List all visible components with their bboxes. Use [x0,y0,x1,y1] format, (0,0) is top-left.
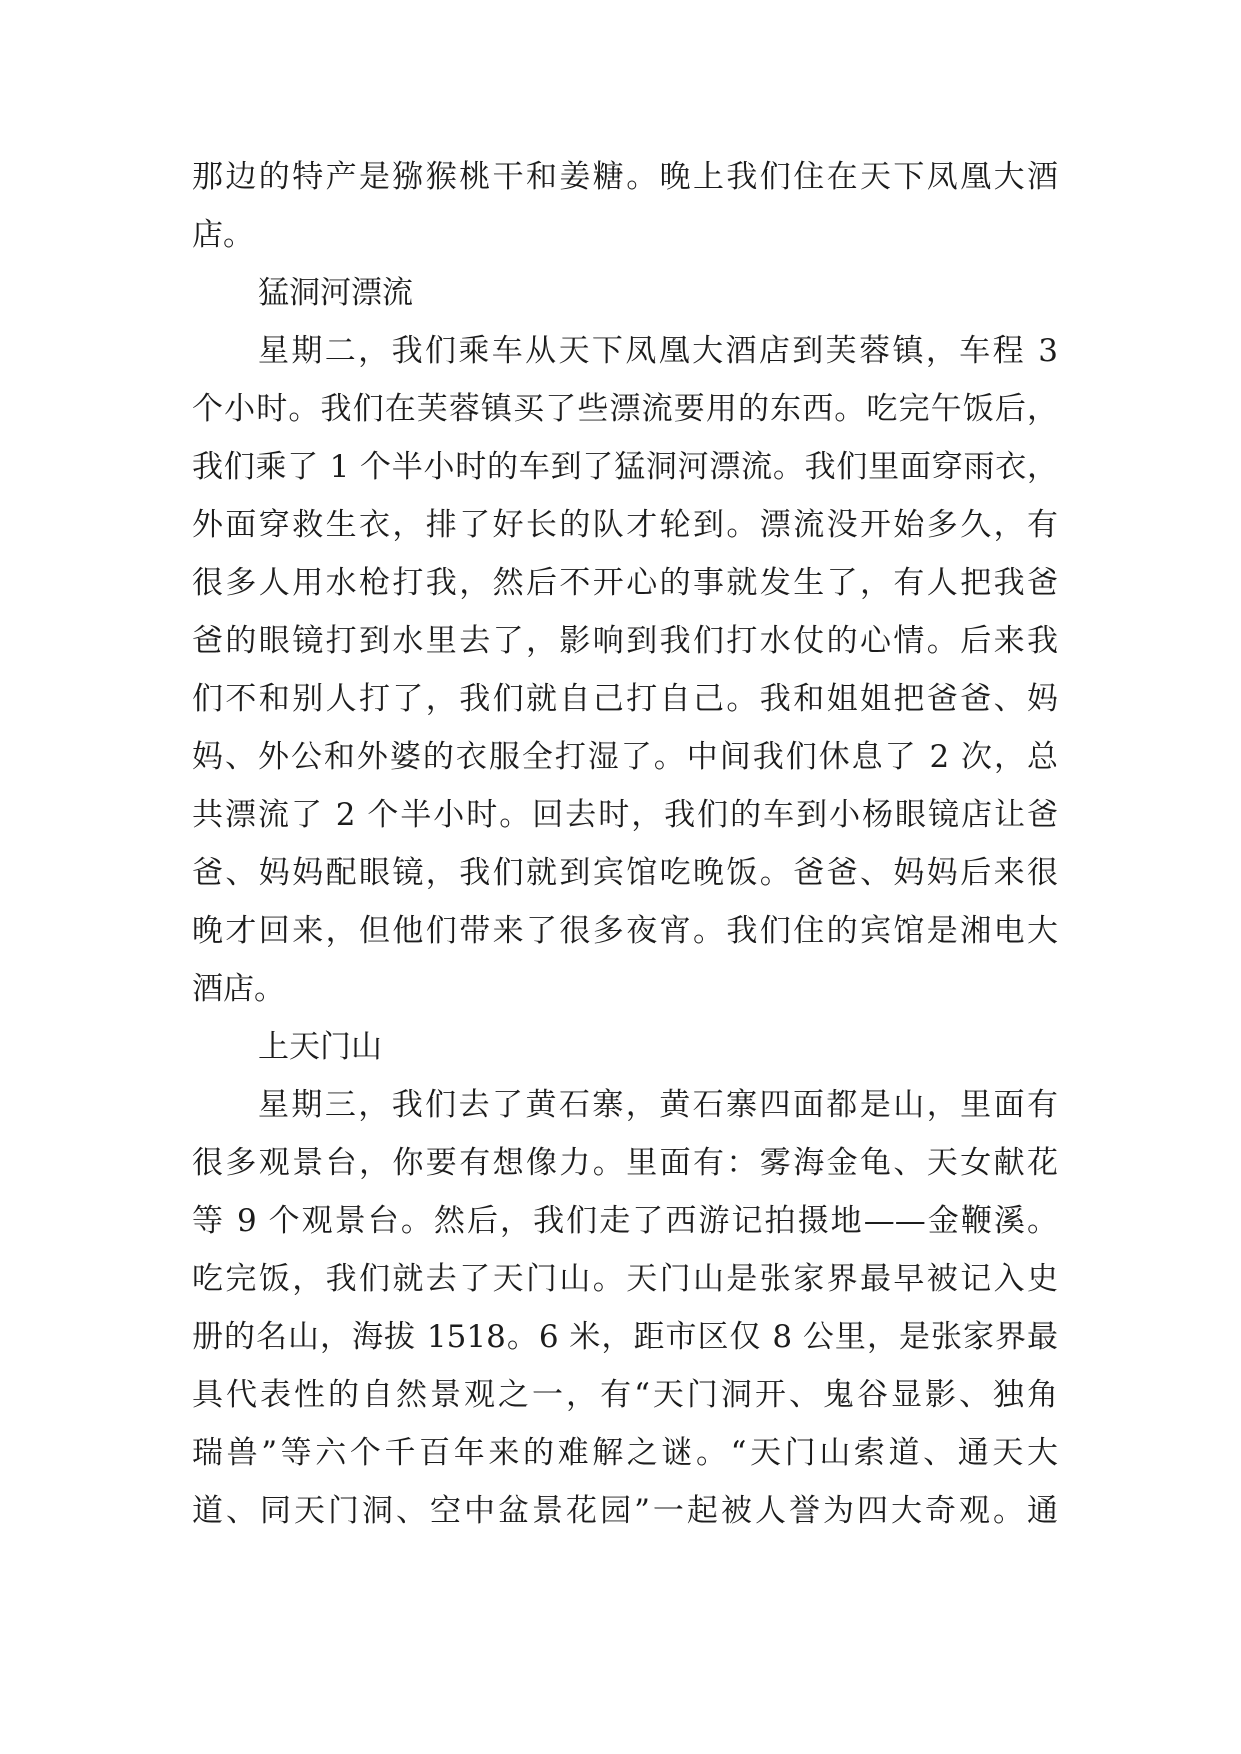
text-line: 晚才回来，但他们带来了很多夜宵。我们住的宾馆是湘电大 [192,913,1058,949]
text-line: 外面穿救生衣，排了好长的队才轮到。漂流没开始多久，有 [192,507,1058,543]
paragraph [192,148,1058,264]
paragraph [192,322,1058,1018]
section-heading: 猛洞河漂流 [258,275,413,311]
text-line: 们不和别人打了，我们就自己打自己。我和姐姐把爸爸、妈 [192,681,1058,717]
text-line: 很多人用水枪打我，然后不开心的事就发生了，有人把我爸 [192,565,1058,601]
text-line: 星期三，我们去了黄石寨，黄石寨四面都是山，里面有 [258,1087,1058,1123]
text-line: 我们乘了 1 个半小时的车到了猛洞河漂流。我们里面穿雨衣， [192,449,1058,485]
text-line: 个小时。我们在芙蓉镇买了些漂流要用的东西。吃完午饭后， [192,391,1058,427]
text-line: 瑞兽”等六个千百年来的难解之谜。“天门山索道、通天大 [192,1435,1058,1471]
text-line: 很多观景台，你要有想像力。里面有：雾海金龟、天女献花 [192,1145,1058,1181]
text-line: 具代表性的自然景观之一，有“天门洞开、鬼谷显影、独角 [192,1377,1058,1413]
text-line: 爸、妈妈配眼镜，我们就到宾馆吃晚饭。爸爸、妈妈后来很 [192,855,1058,891]
text-line: 酒店。 [192,971,285,1007]
text-line: 爸的眼镜打到水里去了，影响到我们打水仗的心情。后来我 [192,623,1058,659]
text-line: 那边的特产是猕猴桃干和姜糖。晚上我们住在天下凤凰大酒 [192,159,1058,195]
text-line: 道、同天门洞、空中盆景花园”一起被人誉为四大奇观。通 [192,1493,1058,1529]
text-line: 星期二，我们乘车从天下凤凰大酒店到芙蓉镇，车程 3 [258,333,1058,369]
text-line: 等 9 个观景台。然后，我们走了西游记拍摄地——金鞭溪。 [192,1203,1058,1239]
section-heading: 上天门山 [258,1029,382,1065]
text-line: 店。 [192,217,254,253]
text-line: 吃完饭，我们就去了天门山。天门山是张家界最早被记入史 [192,1261,1058,1297]
paragraph [192,1076,1058,1540]
text-line: 共漂流了 2 个半小时。回去时，我们的车到小杨眼镜店让爸 [192,797,1058,833]
document-page [192,148,1058,1540]
text-line: 册的名山，海拔 1518。6 米，距市区仅 8 公里，是张家界最 [192,1319,1058,1355]
text-line: 妈、外公和外婆的衣服全打湿了。中间我们休息了 2 次，总 [192,739,1058,775]
